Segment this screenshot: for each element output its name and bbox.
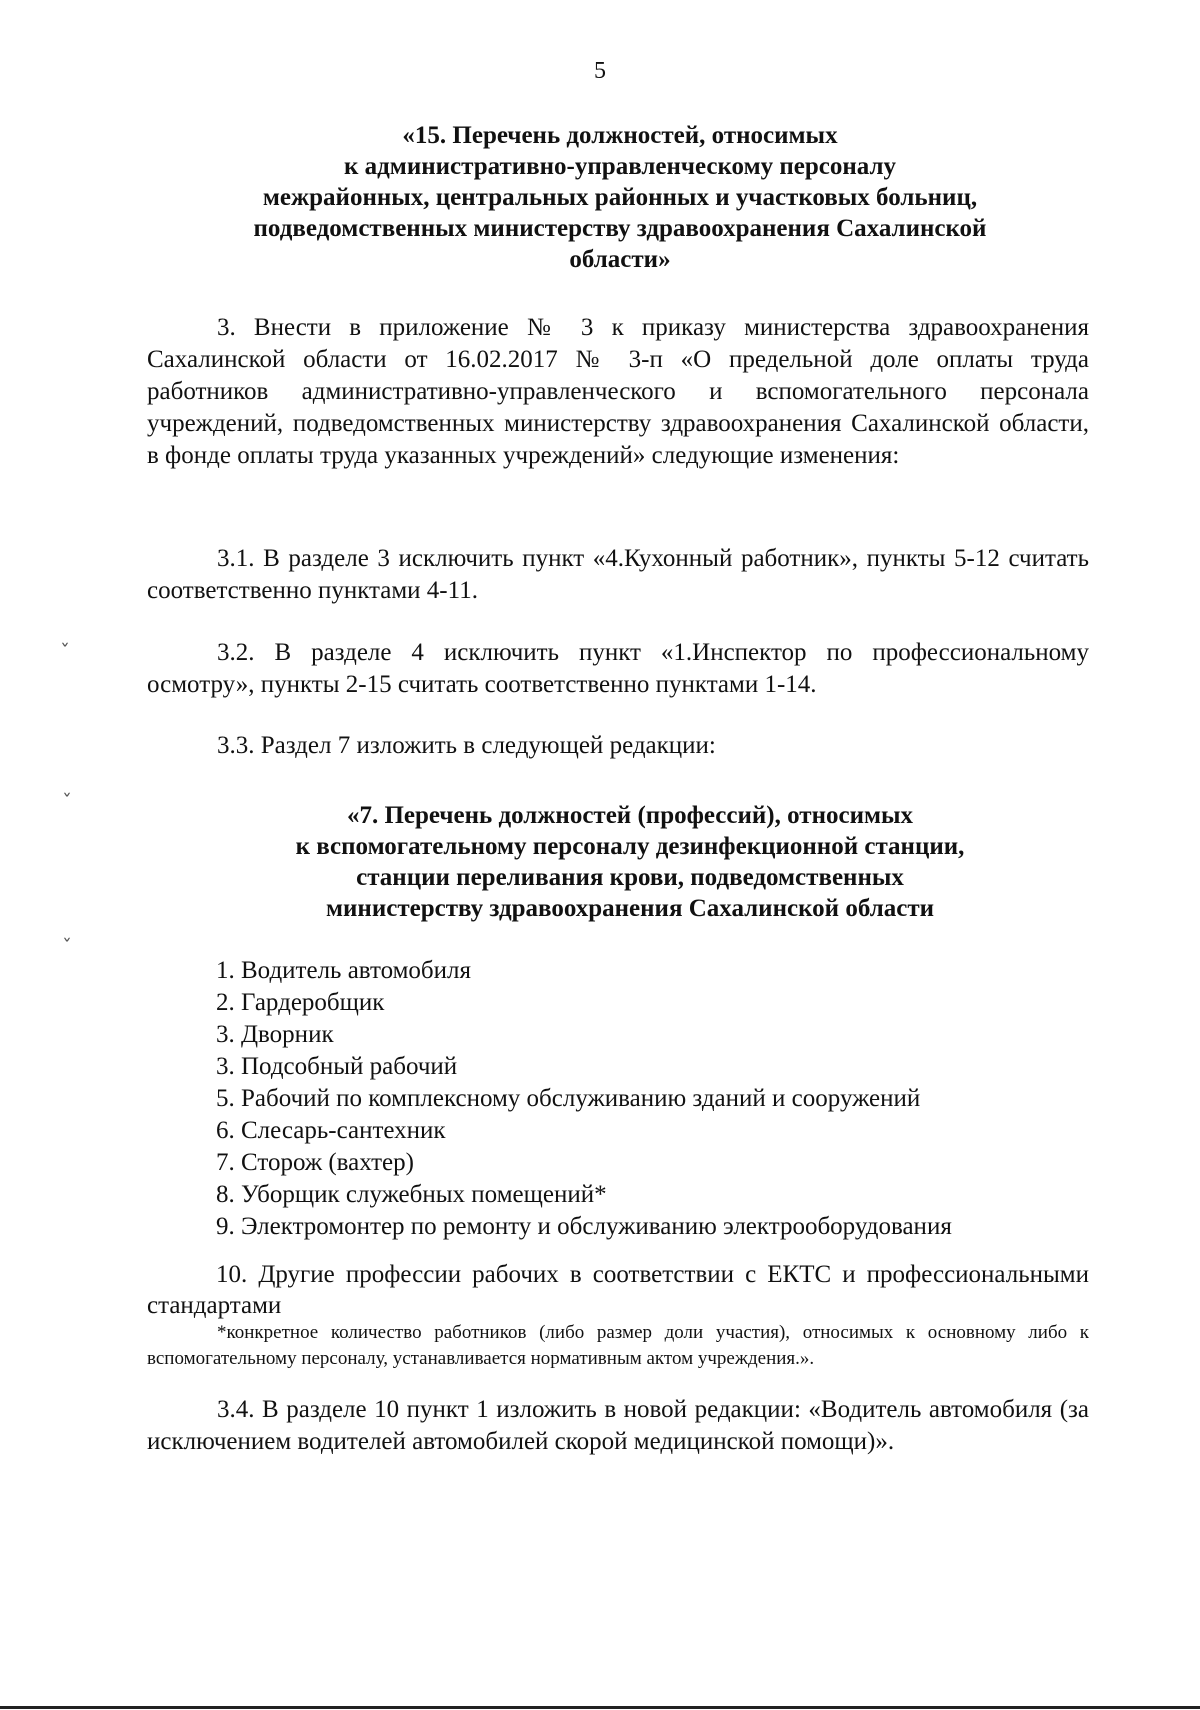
scan-mark: ˇ bbox=[62, 935, 72, 959]
section-15-heading bbox=[150, 120, 1090, 275]
heading-line: «7. Перечень должностей (профессий), относимых bbox=[346, 802, 914, 829]
heading-line: «15. Перечень должностей, относимых bbox=[402, 122, 838, 149]
scan-edge-line bbox=[0, 1706, 1200, 1709]
position-list bbox=[216, 955, 1096, 1243]
list-item: 8. Уборщик служебных помещений* bbox=[216, 1181, 607, 1208]
heading-line: к вспомогательному персоналу дезинфекционной станции, bbox=[295, 833, 965, 860]
page-number: 5 bbox=[594, 58, 606, 84]
list-item: 5. Рабочий по комплексному обслуживанию зданий и сооружений bbox=[216, 1085, 921, 1112]
list-item: 1. Водитель автомобиля bbox=[216, 957, 471, 984]
paragraph-3-1: 3.1. В разделе 3 исключить пункт «4.Кухонный работник», пункты 5-12 считать соответственно пунктами 4-11. bbox=[147, 545, 1089, 604]
list-item: 9. Электромонтер по ремонту и обслуживанию электрооборудования bbox=[216, 1213, 952, 1240]
paragraph-3-2: 3.2. В разделе 4 исключить пункт «1.Инспектор по профессиональному осмотру», пункты 2-15 считать соответственно пунктами 1-14. bbox=[147, 639, 1089, 698]
paragraph-3-4: 3.4. В разделе 10 пункт 1 изложить в новой редакции: «Водитель автомобиля (за исключением водителей автомобилей скорой медицинской помощи)». bbox=[147, 1396, 1089, 1455]
paragraph-3-3: 3.3. Раздел 7 изложить в следующей редакции: bbox=[217, 732, 716, 759]
scan-mark: ˇ bbox=[60, 640, 70, 664]
list-item: 3. Подсобный рабочий bbox=[216, 1053, 458, 1080]
heading-line: к административно-управленческому персоналу bbox=[343, 153, 897, 180]
list-item: 2. Гардеробщик bbox=[216, 989, 385, 1016]
paragraph-3: 3. Внести в приложение № 3 к приказу министерства здравоохранения Сахалинской области от 16.02.2017 № 3-п «О предельной доле оплаты труда работников административно-управленческого и вспомогательного персонала учреждений, подведомственных министерству здравоохранения Сахалинской области, в фонде оплаты труда указанных учреждений» следующие изменения: bbox=[147, 314, 1089, 469]
section-7-heading bbox=[200, 800, 1060, 924]
list-item: 7. Сторож (вахтер) bbox=[216, 1149, 414, 1176]
heading-line: области» bbox=[569, 246, 671, 273]
scan-mark: ˇ bbox=[62, 790, 72, 814]
list-item: 3. Дворник bbox=[216, 1021, 334, 1048]
heading-line: министерству здравоохранения Сахалинской области bbox=[325, 895, 935, 922]
heading-line: подведомственных министерству здравоохранения Сахалинской bbox=[253, 215, 987, 242]
list-item: 6. Слесарь-сантехник bbox=[216, 1117, 446, 1144]
heading-line: межрайонных, центральных районных и участковых больниц, bbox=[262, 184, 978, 211]
heading-line: станции переливания крови, подведомственных bbox=[356, 864, 904, 891]
footnote: *конкретное количество работников (либо размер доли участия), относимых к основному либо к вспомогательному персоналу, устанавливается нормативным актом учреждения.». bbox=[147, 1322, 1089, 1369]
list-item-10: 10. Другие профессии рабочих в соответствии с ЕКТС и профессиональными стандартами bbox=[147, 1261, 1089, 1319]
